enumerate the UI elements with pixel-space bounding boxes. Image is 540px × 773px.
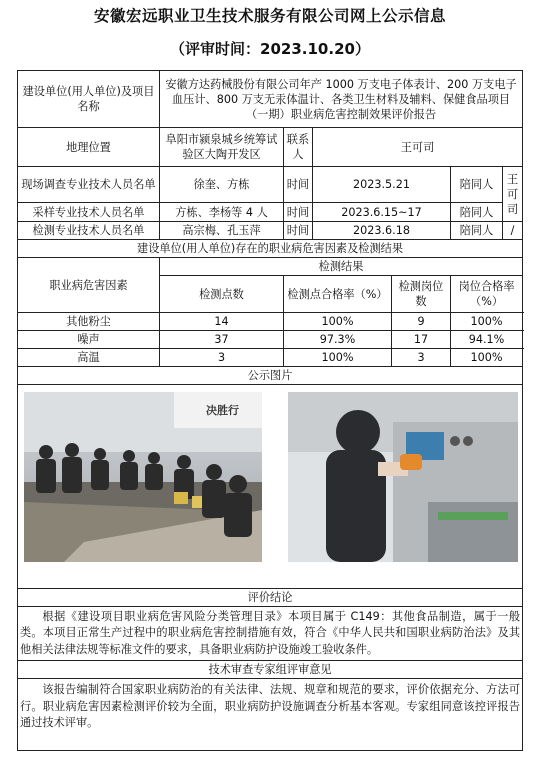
unit-label: 建设单位(用人单位)及项目名称 [18,71,160,128]
survey-time-label: 时间 [284,167,313,203]
sampling-staff-label: 采样专业技术人员名单 [18,203,160,222]
expert-text: 该报告编制符合国家职业病防治的有关法律、法规、规章和规范的要求，评价依据充分、方法可行。职业病危害因素检测评价较为全面，职业病防护设施调查分析基本客观。专家组同意该控评报告通过技术评审。 [20,683,521,729]
review-time: （评审时间：2023.10.20） [170,40,370,58]
photos-cell [18,385,523,589]
factor-cell: 高温 [18,349,160,367]
point-rate-cell: 100% [284,349,392,367]
results-header: 检测结果 [160,258,523,276]
factor-cell: 噪声 [18,331,160,349]
post-rate-cell: 100% [451,349,523,367]
testing-companion-label: 陪同人 [451,222,503,240]
sampling-time: 2023.6.15~17 [313,203,451,222]
companion-value: 王可司 [503,167,523,222]
survey-time: 2023.5.21 [313,167,451,203]
col-posts-header: 检测岗位数 [392,276,451,313]
expert-cell [18,679,523,751]
testing-staff-label: 检测专业技术人员名单 [18,222,160,240]
sampling-companion-label: 陪同人 [451,203,503,222]
sampling-staff-names: 方栋、李杨等 4 人 [160,203,284,222]
survey-staff-names: 徐奎、方栋 [160,167,284,203]
factor-cell: 其他粉尘 [18,313,160,331]
points-cell: 14 [160,313,284,331]
expert-section-title: 技术审查专家组评审意见 [18,661,523,679]
point-rate-cell: 100% [284,313,392,331]
factor-header: 职业病危害因素 [18,258,160,313]
testing-time: 2023.6.18 [313,222,451,240]
unit-value: 安徽方达药械股份有限公司年产 1000 万支电子体表计、200 万支电子血压计、800 万支无汞体温计、各类卫生材料及辅料、保健食品项目（一期）职业病危害控制效果评价报告 [160,71,523,128]
lab-photo [288,392,518,562]
meeting-photo [24,392,262,562]
location-value: 阜阳市颍泉城乡统筹试验区大陶开发区 [160,128,284,167]
points-cell: 3 [160,349,284,367]
testing-companion-value: / [503,222,523,240]
testing-staff-names: 高宗梅、孔玉萍 [160,222,284,240]
table-row [18,313,523,331]
col-point-rate-header: 检测点合格率（%） [284,276,392,313]
page-title: 安徽宏远职业卫生技术服务有限公司网上公示信息 [93,7,446,25]
point-rate-cell: 97.3% [284,331,392,349]
posts-cell: 3 [392,349,451,367]
table-row [18,331,523,349]
post-rate-cell: 100% [451,313,523,331]
photos-section-title: 公示图片 [18,367,523,385]
table-row [18,349,523,367]
photo-sign-text: 决胜行 [206,404,239,417]
conclusion-section-title: 评价结论 [18,589,523,607]
disclosure-table [17,70,523,751]
posts-cell: 9 [392,313,451,331]
posts-cell: 17 [392,331,451,349]
conclusion-cell [18,607,523,661]
companion-label: 陪同人 [451,167,503,203]
col-post-rate-header: 岗位合格率（%） [451,276,523,313]
survey-staff-label: 现场调查专业技术人员名单 [18,167,160,203]
conclusion-text: 根据《建设项目职业病危害风险分类管理目录》本项目属于 C149：其他食品制造，属于一般类。本项目正常生产过程中的职业病危害控制措施有效，符合《中华人民共和国职业病防治法》及其他相关法律法规等标准文件的要求，具备职业病防护设施竣工验收条件。 [20,609,521,656]
contact-label: 联系人 [284,128,313,167]
contact-value: 王可司 [313,128,523,167]
col-points-header: 检测点数 [160,276,284,313]
sampling-time-label: 时间 [284,203,313,222]
points-cell: 37 [160,331,284,349]
testing-time-label: 时间 [284,222,313,240]
location-label: 地理位置 [18,128,160,167]
post-rate-cell: 94.1% [451,331,523,349]
hazard-section-title: 建设单位(用人单位)存在的职业病危害因素及检测结果 [18,240,523,258]
